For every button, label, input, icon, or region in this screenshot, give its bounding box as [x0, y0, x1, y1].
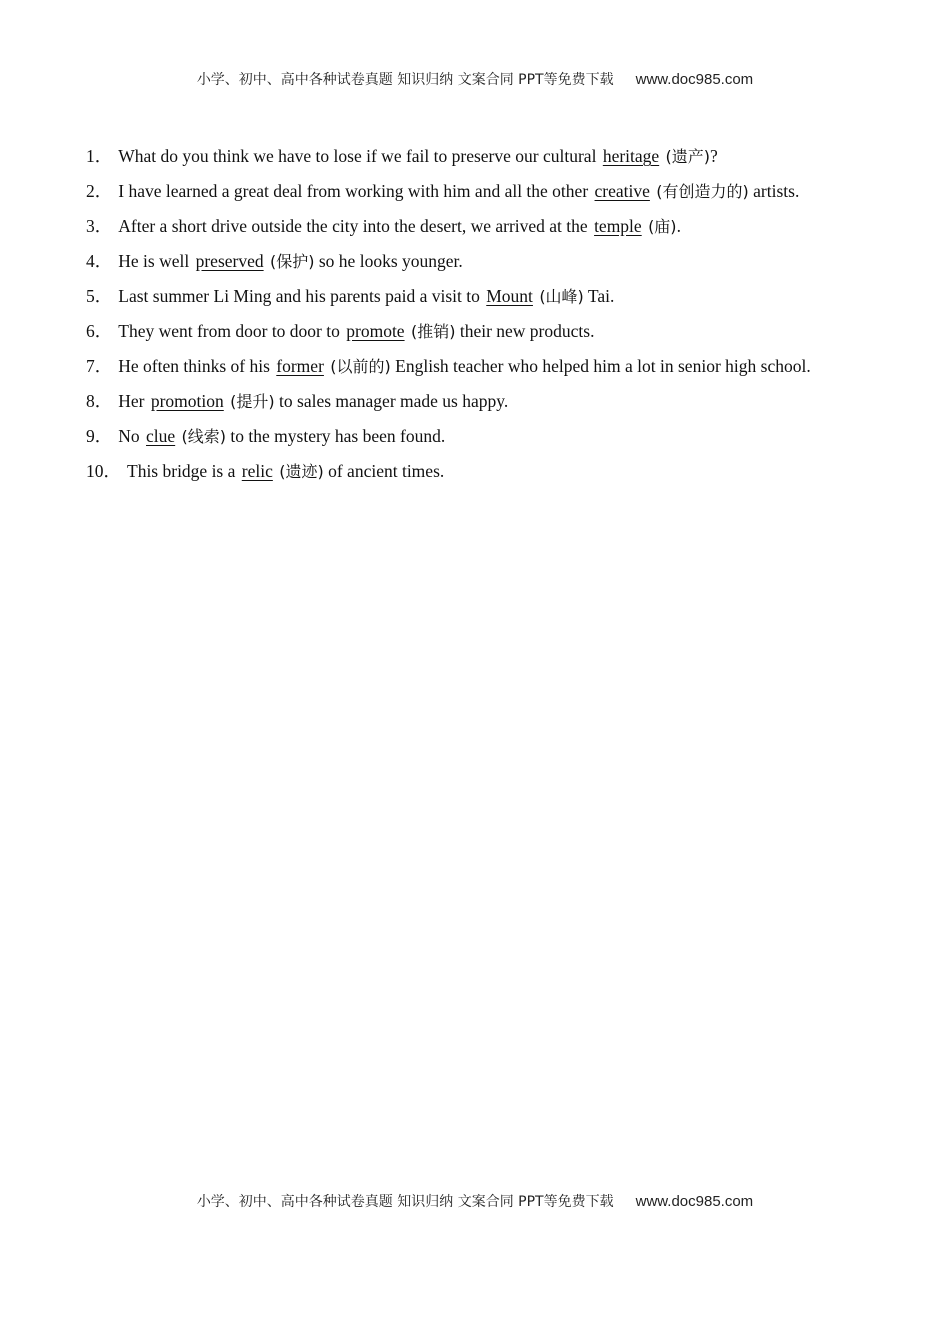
item-text-before: I have learned a great deal from working with him and all the other — [118, 181, 589, 201]
item-number: 5． — [86, 286, 113, 306]
answer-blank: former — [276, 356, 324, 376]
answer-blank: Mount — [486, 286, 533, 306]
header-site-link[interactable]: www.doc985.com — [635, 71, 754, 88]
page-footer — [0, 1191, 950, 1211]
item-number: 1． — [86, 146, 113, 166]
item-text-before: This bridge is a — [127, 461, 236, 481]
exercise-list — [86, 140, 864, 490]
item-text-before: He often thinks of his — [118, 356, 270, 376]
chinese-hint: (保护) — [270, 252, 315, 271]
item-number: 10． — [86, 461, 121, 481]
item-text-after: of ancient times. — [323, 461, 445, 481]
header-text: 小学、初中、高中各种试卷真题 知识归纳 文案合同 PPT等免费下载 — [196, 72, 614, 88]
item-text-after: to sales manager made us happy. — [274, 391, 509, 411]
item-text-after: ? — [710, 146, 718, 166]
chinese-hint: (推销) — [410, 322, 456, 341]
chinese-hint: (山峰) — [539, 287, 584, 306]
exercise-item-4 — [86, 245, 864, 278]
answer-blank: temple — [594, 216, 642, 236]
answer-blank: relic — [241, 461, 273, 481]
footer-site-link[interactable]: www.doc985.com — [635, 1193, 754, 1210]
answer-blank: clue — [146, 426, 176, 446]
answer-blank: promotion — [150, 391, 224, 411]
exercise-item-9 — [86, 420, 864, 453]
answer-blank: creative — [594, 181, 650, 201]
answer-blank: preserved — [195, 251, 264, 271]
exercise-item-3 — [86, 210, 864, 243]
chinese-hint: (遗产) — [665, 147, 711, 166]
answer-blank: heritage — [602, 146, 660, 166]
exercise-item-6 — [86, 315, 864, 348]
chinese-hint: (以前的) — [330, 357, 391, 376]
item-number: 4． — [86, 251, 113, 271]
exercise-item-5 — [86, 280, 864, 313]
item-number: 9． — [86, 426, 113, 446]
item-number: 2． — [86, 181, 113, 201]
item-text-before: After a short drive outside the city into the desert, we arrived at the — [118, 216, 588, 236]
exercise-item-8 — [86, 385, 864, 418]
item-number: 6． — [86, 321, 113, 341]
chinese-hint: (提升) — [230, 392, 275, 411]
item-number: 7． — [86, 356, 113, 376]
item-text-after: Tai. — [583, 286, 615, 306]
item-text-after: to the mystery has been found. — [226, 426, 446, 446]
chinese-hint: (线索) — [181, 427, 227, 446]
page-header — [0, 69, 950, 89]
item-text-after: artists. — [748, 181, 800, 201]
item-text-before: Last summer Li Ming and his parents paid a visit to — [118, 286, 480, 306]
item-text-before: He is well — [118, 251, 190, 271]
exercise-item-1 — [86, 140, 864, 173]
chinese-hint: (庙) — [648, 217, 677, 236]
item-text-before: Her — [118, 391, 145, 411]
chinese-hint: (有创造力的) — [656, 182, 749, 201]
item-text-after: . — [676, 216, 681, 236]
item-text-after: so he looks younger. — [314, 251, 463, 271]
item-text-after: their new products. — [455, 321, 595, 341]
answer-blank: promote — [346, 321, 405, 341]
item-text-after: English teacher who helped him a lot in senior high school. — [390, 356, 811, 376]
chinese-hint: (遗迹) — [279, 462, 324, 481]
item-text-before: What do you think we have to lose if we fail to preserve our cultural — [118, 146, 597, 166]
item-text-before: No — [118, 426, 140, 446]
item-text-before: They went from door to door to — [118, 321, 340, 341]
exercise-item-10 — [86, 455, 864, 488]
exercise-item-7 — [86, 350, 864, 383]
item-number: 3． — [86, 216, 113, 236]
exercise-item-2 — [86, 175, 864, 208]
footer-text: 小学、初中、高中各种试卷真题 知识归纳 文案合同 PPT等免费下载 — [196, 1194, 614, 1210]
item-number: 8． — [86, 391, 113, 411]
